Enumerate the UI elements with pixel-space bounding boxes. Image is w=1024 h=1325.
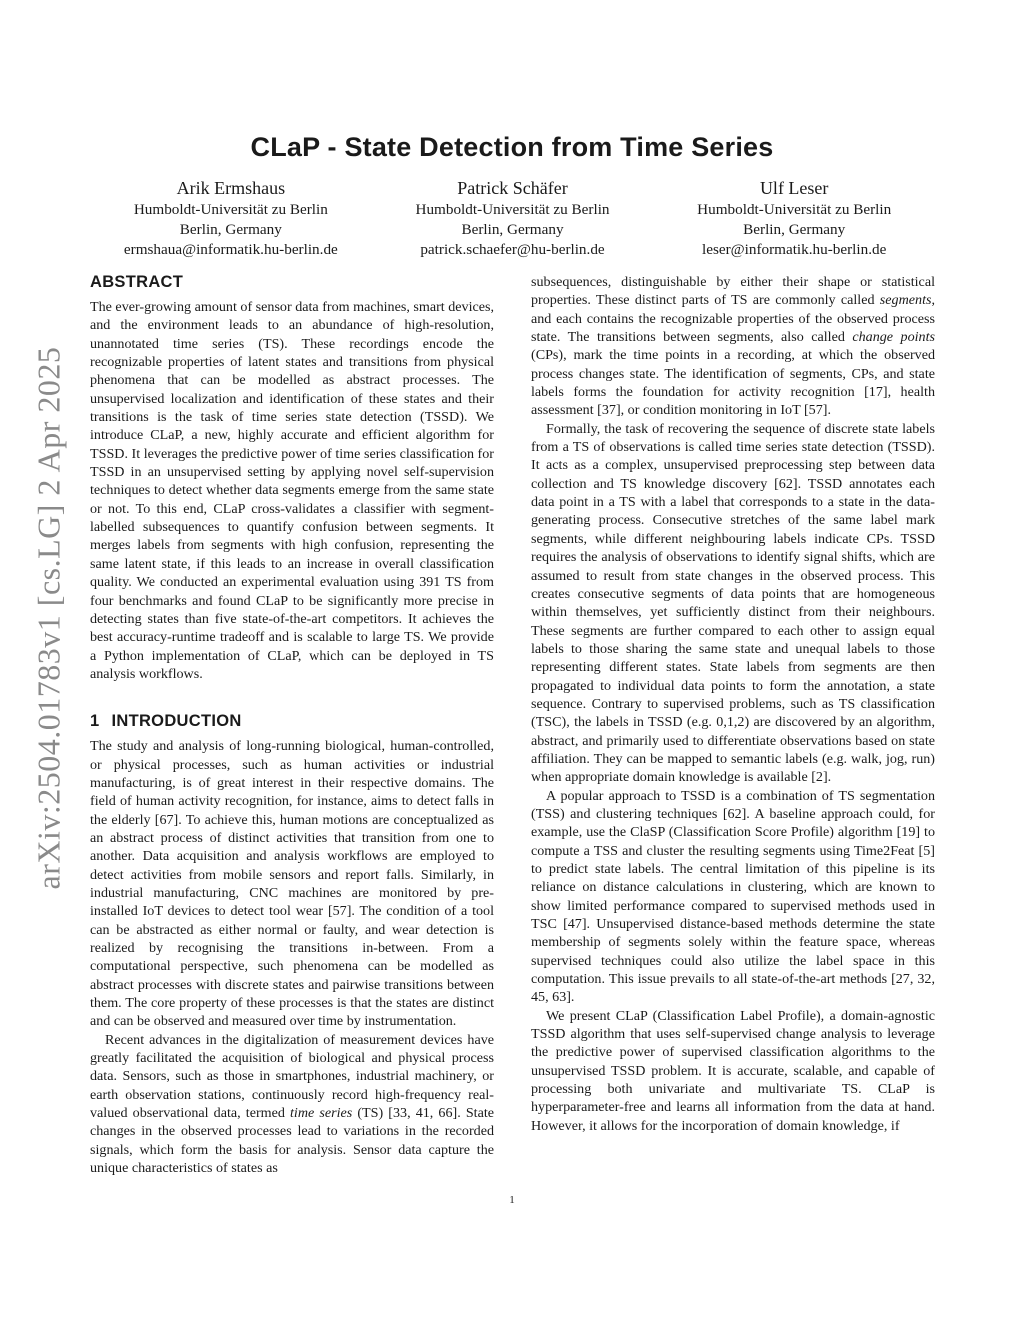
author-name: Patrick Schäfer — [457, 178, 568, 198]
intro-paragraph-2: Recent advances in the digitalization of measurement devices have greatly facilitated the acquisition of biological and physical process data. Sensors, such as those in smartphones, industrial machinery, or earth observation stations, continuously record high-frequency real-valued observational data, termed time series (TS) [33, 41, 66]. State changes in the observed processes lead to variations in the recorded signals, which form the basis for analysis. Sensor data capture the unique characteristics of states as — [90, 1031, 495, 1177]
author-affiliation: Humboldt-Universität zu Berlin — [415, 201, 610, 218]
author-name: Ulf Leser — [759, 178, 829, 198]
author-3 — [653, 176, 935, 260]
section-title: INTRODUCTION — [111, 712, 242, 731]
arxiv-identifier: arXiv:2504.01783v1 [cs.LG] 2 Apr 2025 — [30, 346, 67, 890]
abstract-heading: ABSTRACT — [90, 273, 184, 291]
emphasis-term: change points — [852, 329, 935, 346]
intro-paragraph-4: Formally, the task of recovering the sequence of discrete state labels from a TS of observations is called time series state detection (TSSD). It acts as a complex, unsupervised preprocessing step between data collection and TS knowledge discovery [62]. TSSD annotates each data point in a TS with a label that corresponds to a state in the data-generating process. Consecutive stretches of the same label mark segments, while different neighbouring labels indicate CPs. TSSD requires the analysis of observations to identify signal shifts, which are assumed to result from state changes in the observed process. This creates consecutive segments of data points that are homogeneous within themselves, yet sufficiently distinct from their neighbours. These segments are further compared to each other to assign equal labels to those sharing the same state and unequal labels to those representing different states. State labels from segments are then propagated to individual data points to form the annotation, a state sequence. Contrary to supervised problems, such as TS classification (TSC), the labels in TSSD (e.g. 0,1,2) are discovered by an algorithm, abstract, and primarily used to differentiate observations based on state affiliation. They can be mapped to semantic labels (e.g. walk, jog, run) when appropriate domain knowledge is available [2]. — [531, 420, 935, 786]
intro-paragraph-3: subsequences, distinguishable by either their shape or statistical properties. These distinct parts of TS are commonly called segments, and each contains the recognizable properties of the observed process state. The transitions between segments, also called change points (CPs), mark the time points in a recording, at which the observed process changes state. The identification of segments, CPs, and state labels forms the foundation for activity recognition [17], health assessment [37], or condition monitoring in IoT [57]. — [531, 274, 935, 419]
author-2 — [372, 176, 654, 260]
author-location: Berlin, Germany — [179, 221, 282, 238]
author-1 — [90, 176, 372, 260]
author-block — [90, 176, 935, 260]
author-email: ermshaua@informatik.hu-berlin.de — [123, 241, 338, 258]
author-name: Arik Ermshaus — [176, 178, 286, 198]
intro-paragraph-5: A popular approach to TSSD is a combination of TS segmentation (TSS) and clustering techniques [62]. A baseline approach could, for example, use the ClaSP (Classification Score Profile) algorithm [19] to compute a TSS and cluster the resulting segments using Time2Feat [5] to predict state labels. The central limitation of this pipeline is its reliance on distance calculations in clustering, which are known to show limited performance compared to supervised methods used in TSC [47]. Unsupervised distance-based methods determine the state membership of segments solely within the feature space, whereas supervised techniques could also utilize the label space in this computation. This issue prevails to all state-of-the-art methods [27, 32, 45, 63]. — [531, 787, 935, 1006]
author-location: Berlin, Germany — [743, 221, 846, 238]
emphasis-term: time series — [290, 1105, 353, 1122]
author-affiliation: Humboldt-Universität zu Berlin — [697, 201, 892, 218]
author-location: Berlin, Germany — [461, 221, 564, 238]
introduction-heading — [90, 711, 494, 731]
author-email: leser@informatik.hu-berlin.de — [701, 241, 887, 258]
author-email: patrick.schaefer@hu-berlin.de — [420, 241, 605, 258]
intro-paragraph-6: We present CLaP (Classification Label Profile), a domain-agnostic TSSD algorithm that uses self-supervised change analysis to leverage the predictive power of supervised classification algorithms to the unsupervised TSSD problem. It is accurate, scalable, and capable of processing both univariate and multivariate TS. CLaP is hyperparameter-free and learns all information from the data at hand. However, it allows for the incorporation of domain knowledge, if — [531, 1007, 935, 1134]
right-column — [531, 273, 935, 1135]
abstract-paragraph: The ever-growing amount of sensor data from machines, smart devices, and the environment leads to an abundance of high-resolution, unannotated time series (TS). These recordings encode the recognizable properties of latent states and transitions from physical phenomena that can be modelled as abstract processes. The unsupervised localization and identification of these states and their transitions is the task of time series state detection (TSSD). We introduce CLaP, a new, highly accurate and efficient algorithm for TSSD. It leverages the predictive power of time series classification for TSSD in an unsupervised setting by applying novel self-supervision techniques to detect whether data segments emerge from the same state or not. To this end, CLaP cross-validates a classifier with segment-labelled subsequences to quantify confusion between segments. It merges labels from segments with high confusion, representing the same latent state, if this leads to an increase in overall classification quality. We conducted an experimental evaluation using 391 TS from four benchmarks and found CLaP to be significantly more precise in detecting states than five state-of-the-art competitors. It achieves the best accuracy-runtime tradeoff and is scalable to large TS. We provide a Python implementation of CLaP, which can be deployed in TS analysis workflows. — [90, 299, 494, 682]
paper-title: CLaP - State Detection from Time Series — [250, 132, 774, 162]
section-number: 1 — [90, 712, 100, 731]
left-column — [90, 272, 494, 1177]
author-affiliation: Humboldt-Universität zu Berlin — [133, 201, 328, 218]
intro-paragraph-1: The study and analysis of long-running biological, human-controlled, or physical processes, such as human activities or industrial manufacturing, is of great interest in their respective domains. The field of human activity recognition, for instance, aims to detect falls in the elderly [67]. To achieve this, human motions are conceptualized as an abstract process of distinct activities that transition from one to another. Data acquisition and analysis workflows are employed to detect activities from mobile sensors and report falls. Similarly, in industrial manufacturing, CNC machines are monitored by pre-installed IoT devices to detect tool wear [57]. The condition of a tool can be abstracted as either normal or faulty, and wear detection is realized by recognising the transitions in-between. From a computational perspective, such phenomena can be modelled as abstract processes with discrete states and pairwise transitions between them. The core property of these processes is that the states are distinct and can be observed and measured over time by instrumentation. — [90, 738, 494, 1030]
emphasis-term: segments — [879, 292, 932, 309]
page-number: 1 — [509, 1194, 515, 1206]
